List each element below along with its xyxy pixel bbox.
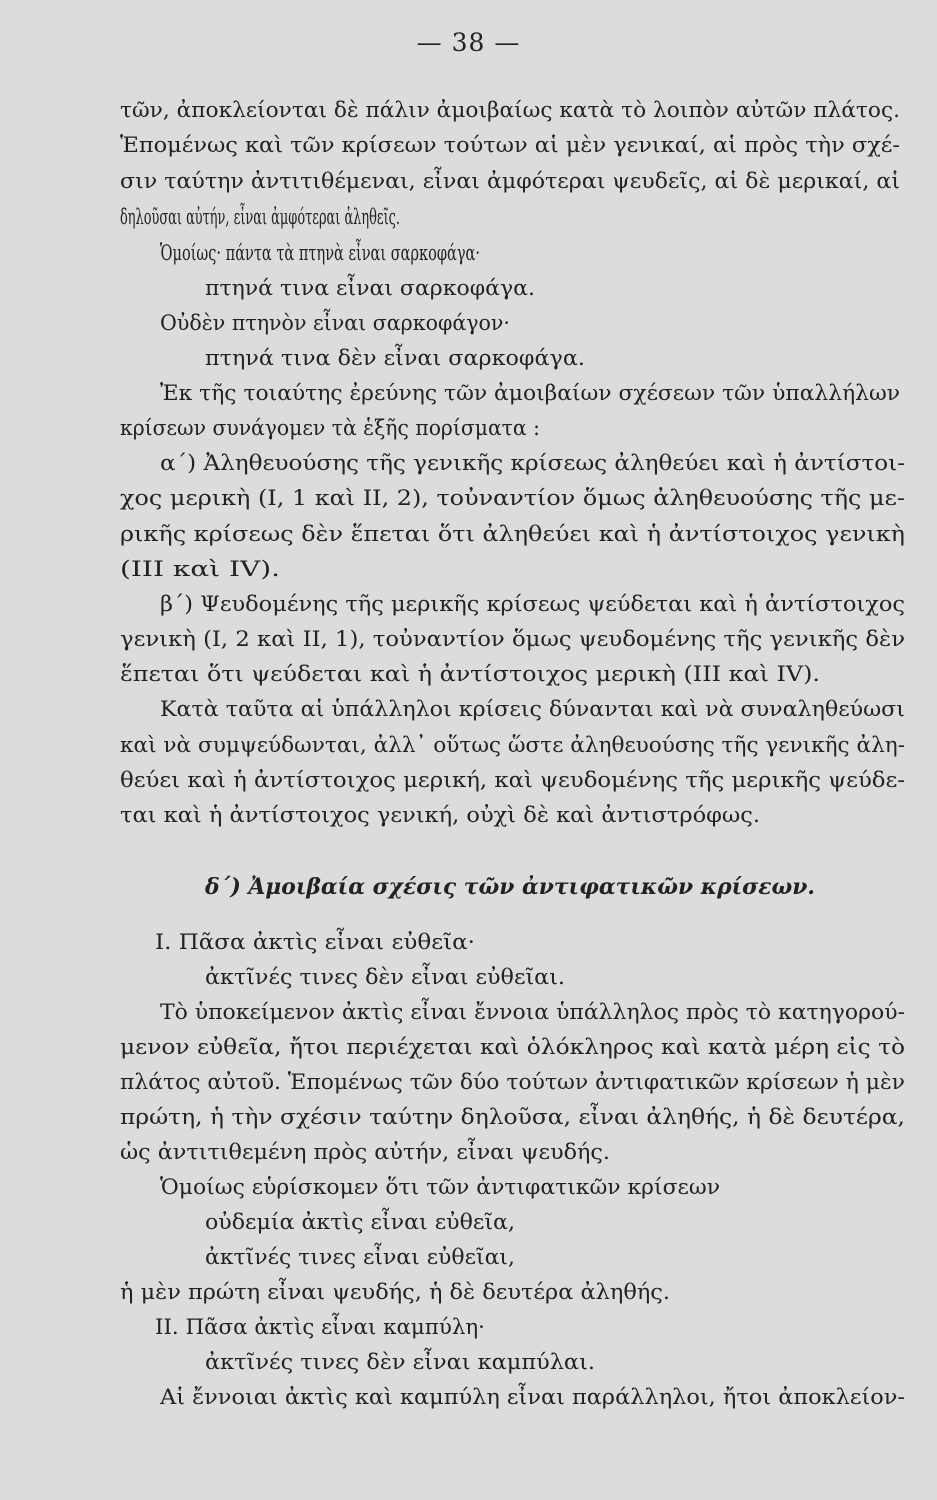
text-line: τῶν, ἀποκλείονται δὲ πάλιν ἀμοιβαίως κατὰ τὸ λοιπὸν αὐτῶν πλάτος. xyxy=(120,98,901,123)
text-line: μενον εὐθεῖα, ἤτοι περιέχεται καὶ ὁλόκληρος καὶ κατὰ μέρη εἰς τὸ xyxy=(120,1035,905,1060)
section-heading: δ΄) Ἀμοιβαία σχέσις τῶν ἀντιφατικῶν κρίσεων. xyxy=(205,874,815,900)
text-line: I. Πᾶσα ἀκτὶς εἶναι εὐθεῖα· xyxy=(155,930,476,955)
text-line: πρώτη, ἡ τὴν σχέσιν ταύτην δηλοῦσα, εἶναι ἀληθής, ἡ δὲ δευτέρα, xyxy=(120,1105,905,1130)
text-line: ὡς ἀντιτιθεμένη πρὸς αὐτήν, εἶναι ψευδής. xyxy=(120,1140,610,1165)
text-line: II. Πᾶσα ἀκτὶς εἶναι καμπύλη· xyxy=(155,1315,485,1340)
text-line: πτηνά τινα εἶναι σαρκοφάγα. xyxy=(205,276,536,301)
text-line: σιν ταύτην ἀντιτιθέμεναι, εἶναι ἀμφότεραι ψευδεῖς, αἱ δὲ μερικαί, αἱ xyxy=(120,169,900,194)
text-line: κρίσεων συνάγομεν τὰ ἑξῆς πορίσματα : xyxy=(120,416,540,441)
text-line: Κατὰ ταῦτα αἱ ὑπάλληλοι κρίσεις δύνανται καὶ νὰ συναληθεύωσι xyxy=(160,697,905,722)
text-line: Ἑπομένως καὶ τῶν κρίσεων τούτων αἱ μὲν γενικαί, αἱ πρὸς τὴν σχέ- xyxy=(120,133,901,158)
text-line: πτηνά τινα δὲν εἶναι σαρκοφάγα. xyxy=(205,346,585,371)
text-line: Αἱ ἔννοιαι ἀκτὶς καὶ καμπύλη εἶναι παράλληλοι, ἤτοι ἀποκλείον- xyxy=(160,1385,905,1410)
text-line: Ὁμοίως· πάντα τὰ πτηνὰ εἶναι σαρκοφάγα· xyxy=(160,241,481,266)
text-line: πλάτος αὐτοῦ. Ἑπομένως τῶν δύο τούτων ἀντιφατικῶν κρίσεων ἡ μὲν xyxy=(120,1070,905,1095)
text-line: καὶ νὰ συμψεύδωνται, ἀλλ᾽ οὕτως ὥστε ἀληθευούσης τῆς γενικῆς ἀλη- xyxy=(120,733,906,758)
text-line: ρικῆς κρίσεως δὲν ἕπεται ὅτι ἀληθεύει καὶ ἡ ἀντίστοιχος γενικὴ xyxy=(120,522,906,547)
page-number: — 38 — xyxy=(416,28,521,57)
text-line: γενικὴ (I, 2 καὶ II, 1), τοὐναντίον ὅμως ψευδομένης τῆς γενικῆς δὲν xyxy=(120,627,906,652)
text-line: α΄) Ἀληθευούσης τῆς γενικῆς κρίσεως ἀληθεύει καὶ ἡ ἀντίστοι- xyxy=(160,451,906,476)
text-line: ἕπεται ὅτι ψεύδεται καὶ ἡ ἀντίστοιχος μερικὴ (III καὶ IV). xyxy=(120,662,821,687)
text-line: θεύει καὶ ἡ ἀντίστοιχος μερική, καὶ ψευδομένης τῆς μερικῆς ψεύδε- xyxy=(120,768,906,793)
text-line: Ἐκ τῆς τοιαύτης ἐρεύνης τῶν ἀμοιβαίων σχέσεων τῶν ὑπαλλήλων xyxy=(160,381,901,406)
text-line: ἡ μὲν πρώτη εἶναι ψευδής, ἡ δὲ δευτέρα ἀληθής. xyxy=(120,1280,670,1305)
text-line: ἀκτῖνές τινες εἶναι εὐθεῖαι, xyxy=(205,1245,515,1270)
text-line: ἀκτῖνές τινες δὲν εἶναι εὐθεῖαι. xyxy=(205,965,565,990)
text-line: ἀκτῖνές τινες δὲν εἶναι καμπύλαι. xyxy=(205,1350,595,1375)
text-line: χος μερικὴ (I, 1 καὶ II, 2), τοὐναντίον ὅμως ἀληθευούσης τῆς με- xyxy=(120,486,906,511)
text-line: (III καὶ IV). xyxy=(120,557,281,582)
text-line: β΄) Ψευδομένης τῆς μερικῆς κρίσεως ψεύδεται καὶ ἡ ἀντίστοιχος xyxy=(160,592,905,617)
text-line: Ὁμοίως εὑρίσκομεν ὅτι τῶν ἀντιφατικῶν κρίσεων xyxy=(160,1175,720,1200)
text-line: Οὐδὲν πτηνὸν εἶναι σαρκοφάγον· xyxy=(160,311,510,336)
text-line: δηλοῦσαι αὐτήν, εἶναι ἀμφότεραι ἀληθεῖς. xyxy=(120,205,400,230)
text-line: Τὸ ὑποκείμενον ἀκτὶς εἶναι ἔννοια ὑπάλληλος πρὸς τὸ κατηγορού- xyxy=(160,1000,905,1025)
text-line: οὐδεμία ἀκτὶς εἶναι εὐθεῖα, xyxy=(205,1210,515,1235)
text-line: ται καὶ ἡ ἀντίστοιχος γενική, οὐχὶ δὲ καὶ ἀντιστρόφως. xyxy=(120,803,761,828)
